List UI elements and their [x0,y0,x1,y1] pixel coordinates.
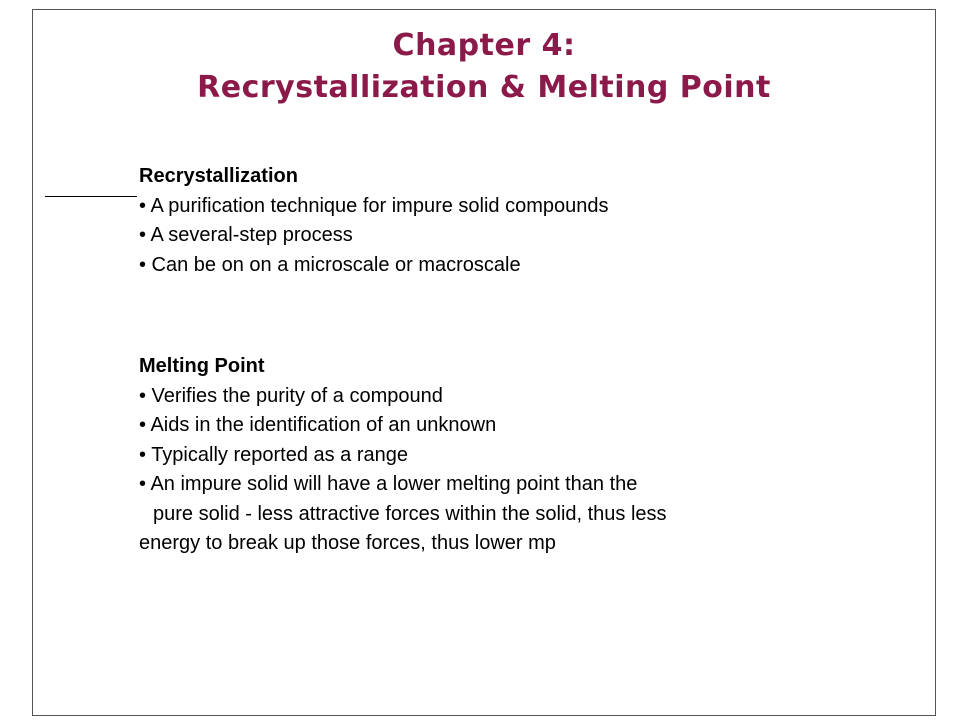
recrystallization-heading: Recrystallization [139,165,298,187]
melting-point-bullet: • Aids in the identification of an unknown [139,414,497,436]
melting-point-continuation: pure solid - less attractive forces within the solid, thus less [153,502,667,525]
slide [32,9,936,716]
recrystallization-section [139,162,609,280]
melting-point-heading: Melting Point [139,355,265,377]
melting-point-bullet: • Typically reported as a range [139,443,409,466]
title-line-chapter: Chapter 4: [392,28,576,63]
melting-point-section [139,352,667,559]
recrystallization-bullet: • A several-step process [139,224,353,246]
melting-point-bullet: • Verifies the purity of a compound [139,384,443,407]
recrystallization-bullet: • A purification technique for impure solid compounds [139,194,609,217]
recrystallization-bullet: • Can be on on a microscale or macroscale [139,253,521,276]
melting-point-bullet: • An impure solid will have a lower melting point than the [139,473,638,495]
slide-title [33,25,935,109]
title-line-topic: Recrystallization & Melting Point [197,70,771,105]
melting-point-continuation: energy to break up those forces, thus lower mp [139,532,556,554]
blank-underline [45,196,137,197]
